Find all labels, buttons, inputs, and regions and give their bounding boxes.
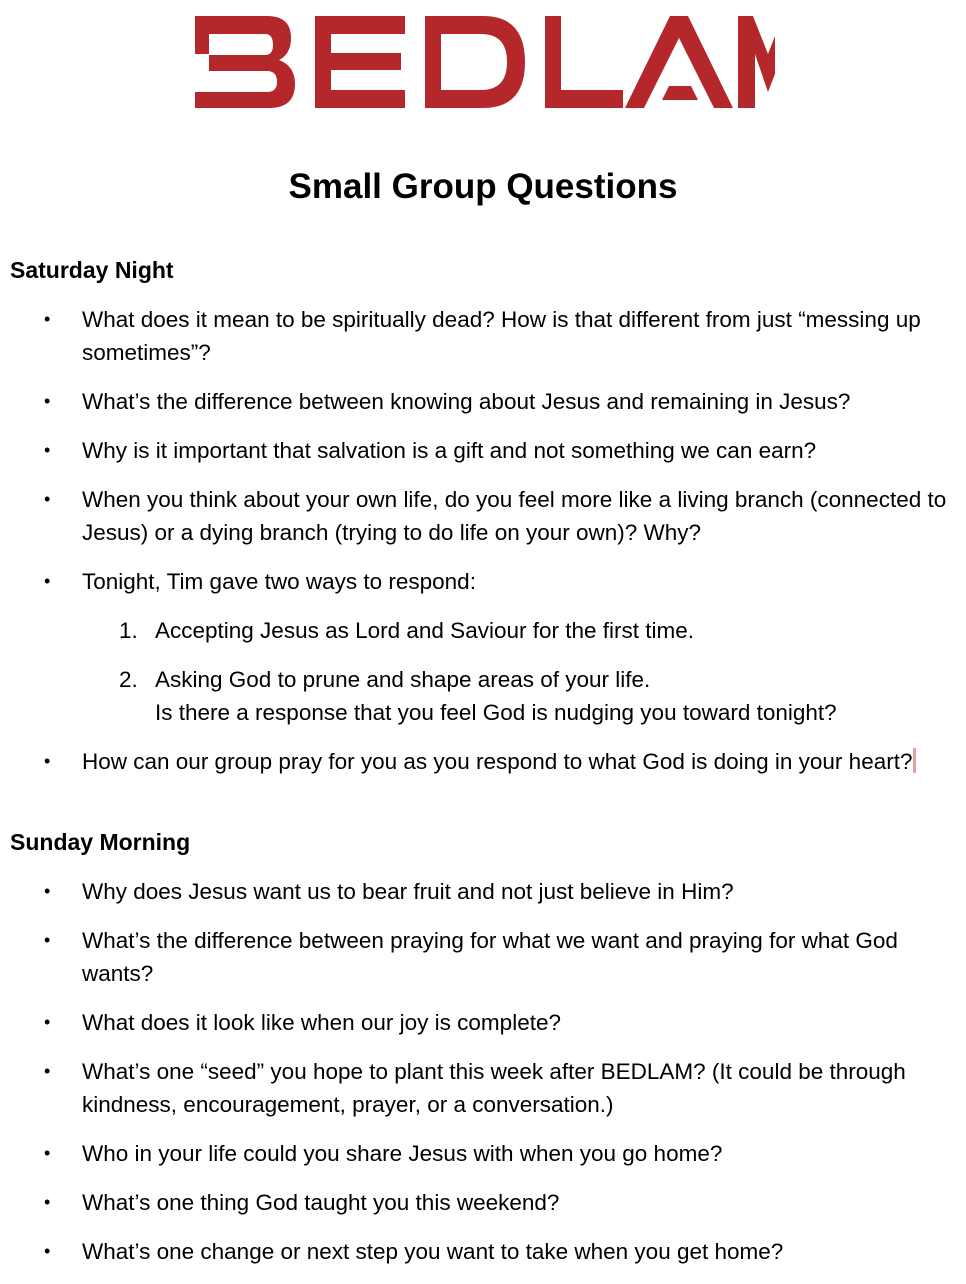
section-heading-sunday: Sunday Morning <box>10 829 191 855</box>
response-option <box>82 614 958 647</box>
list-item <box>0 1006 966 1039</box>
bullet: • <box>44 1012 51 1032</box>
bullet: • <box>44 571 51 591</box>
bullet: • <box>44 391 51 411</box>
question-text: What does it look like when our joy is complete? <box>82 1010 561 1035</box>
response-text: Accepting Jesus as Lord and Saviour for the first time. <box>155 618 695 643</box>
question-text: What does it mean to be spiritually dead? How is that different from just “messing up sometimes”? <box>82 307 921 365</box>
list-item <box>0 1235 966 1268</box>
bullet: • <box>44 440 51 460</box>
response-number: 2. <box>119 667 138 692</box>
document-title: Small Group Questions <box>288 167 678 206</box>
question-text: How can our group pray for you as you respond to what God is doing in your heart? <box>82 749 913 774</box>
question-text: Who in your life could you share Jesus with when you go home? <box>82 1141 723 1166</box>
response-option <box>82 663 958 729</box>
question-text: What’s the difference between praying for what we want and praying for what God wants? <box>82 928 898 986</box>
bullet: • <box>44 489 51 509</box>
list-item <box>0 1055 966 1121</box>
question-text: Tonight, Tim gave two ways to respond: <box>82 569 476 594</box>
list-item <box>0 303 966 369</box>
question-text: When you think about your own life, do you feel more like a living branch (connected to Jesus) or a dying branch (trying to do life on your own)? Why? <box>82 487 947 545</box>
response-text: Asking God to prune and shape areas of your life. <box>155 667 651 692</box>
list-item <box>0 434 966 467</box>
bullet: • <box>44 1143 51 1163</box>
list-item <box>0 745 966 778</box>
question-text: What’s the difference between knowing about Jesus and remaining in Jesus? <box>82 389 851 414</box>
list-item <box>0 924 966 990</box>
response-followup: Is there a response that you feel God is nudging you toward tonight? <box>155 700 837 725</box>
question-text: What’s one thing God taught you this weekend? <box>82 1190 560 1215</box>
bedlam-logo-wordmark <box>195 14 775 114</box>
response-options-list <box>82 614 958 729</box>
bullet: • <box>44 1241 51 1261</box>
bullet: • <box>44 1061 51 1081</box>
bedlam-logo <box>195 14 775 114</box>
list-item <box>0 483 966 549</box>
list-item <box>0 565 966 729</box>
bullet: • <box>44 881 51 901</box>
text-cursor[interactable] <box>913 748 916 773</box>
list-item <box>0 875 966 908</box>
response-number: 1. <box>119 618 138 643</box>
section-heading-saturday: Saturday Night <box>10 257 174 283</box>
list-item <box>0 385 966 418</box>
question-text: What’s one change or next step you want to take when you get home? <box>82 1239 784 1264</box>
question-text: What’s one “seed” you hope to plant this week after BEDLAM? (It could be through kindness, encouragement, prayer, or a conversation.) <box>82 1059 906 1117</box>
sunday-question-list <box>0 875 966 1284</box>
question-text: Why is it important that salvation is a gift and not something we can earn? <box>82 438 817 463</box>
bullet: • <box>44 309 51 329</box>
list-item <box>0 1137 966 1170</box>
list-item <box>0 1186 966 1219</box>
question-text: Why does Jesus want us to bear fruit and not just believe in Him? <box>82 879 734 904</box>
bullet: • <box>44 751 51 771</box>
saturday-question-list <box>0 303 966 794</box>
bullet: • <box>44 1192 51 1212</box>
bullet: • <box>44 930 51 950</box>
